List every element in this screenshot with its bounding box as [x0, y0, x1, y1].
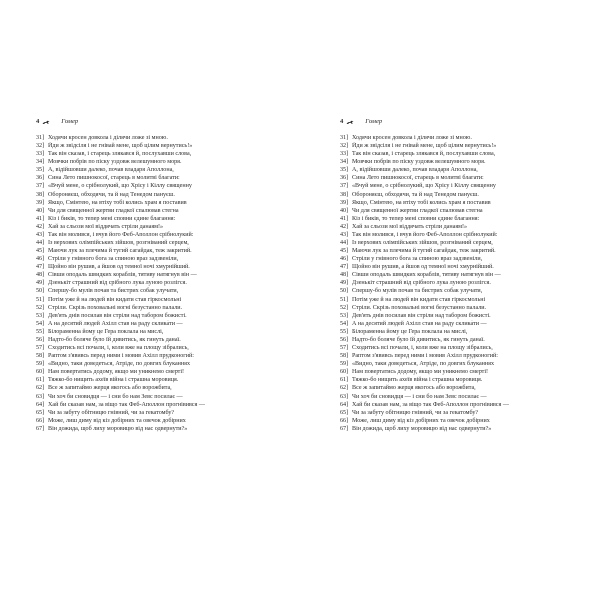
verse-line	[36, 417, 264, 425]
line-number: 64]	[340, 401, 349, 408]
line-number: 45]	[36, 248, 45, 255]
line-number: 65]	[36, 409, 45, 416]
line-text: Спершу-бо мулів почав та бистрих собак улучати,	[48, 288, 179, 295]
line-text: Сина Лето пишнокосої, старець в молитві благати:	[352, 175, 484, 182]
verse-line	[340, 360, 568, 368]
verse-line	[36, 287, 264, 295]
line-number: 32]	[340, 143, 349, 150]
line-number: 41]	[340, 215, 349, 222]
line-text: А, відійшовши далеко, почав владаря Аполлона,	[48, 167, 174, 174]
line-number: 34]	[36, 159, 45, 166]
line-number: 67]	[36, 425, 45, 432]
line-text: Надто-бо боляче було їй дивитись, як гинуть данаї.	[352, 336, 485, 343]
line-number: 50]	[36, 288, 45, 295]
verse-line	[340, 174, 568, 182]
verse-line	[340, 376, 568, 384]
line-number: 47]	[36, 264, 45, 271]
verse-line	[36, 239, 264, 247]
verse-line	[340, 409, 568, 417]
verse-line	[340, 223, 568, 231]
verse-line	[340, 150, 568, 158]
line-text: Він дожида, щоб лиху моровицю від нас одвернути?»	[352, 425, 492, 432]
line-number: 51]	[340, 296, 349, 303]
line-text: Хай за сльози мої віддячать стріли данаям!»	[352, 223, 468, 230]
line-text: Чи хоч би сновидця — і сни бо нам Зевс посилає —	[48, 393, 183, 400]
verse-line	[36, 344, 264, 352]
line-number: 37]	[340, 183, 349, 190]
verse-line	[340, 320, 568, 328]
verse-line	[36, 199, 264, 207]
verse-line	[36, 134, 264, 142]
running-head-author: Гомер	[61, 118, 79, 125]
verse-line	[36, 393, 264, 401]
verse-line	[36, 255, 264, 263]
line-number: 57]	[340, 345, 349, 352]
line-number: 49]	[340, 280, 349, 287]
line-text: «Вчуй мене, о срібнолукий, що Хрісу і Кіллу священну	[48, 183, 192, 190]
line-text: Надто-бо боляче було їй дивитись, як гинуть данаї.	[48, 336, 181, 343]
line-text: Якщо, Смінтею, на втіху тобі колись храм я поставив	[48, 199, 187, 206]
line-number: 60]	[340, 369, 349, 376]
line-number: 53]	[340, 312, 349, 319]
line-text: Все ж запитаймо жерця якогось або ворожбита,	[48, 385, 172, 392]
verse-line	[36, 223, 264, 231]
line-text: Він дожида, щоб лиху моровицю від нас одвернути?»	[48, 425, 188, 432]
line-number: 34]	[340, 159, 349, 166]
line-number: 44]	[340, 240, 349, 247]
verse-lines	[36, 134, 264, 433]
verse-line	[36, 182, 264, 190]
line-text: Хай би сказав нам, за віщо так Феб-Аполлон прогнівився —	[352, 401, 509, 408]
line-text: Стріли. Скрізь поховальні вогні безустанно палали.	[352, 304, 487, 311]
line-number: 54]	[36, 320, 45, 327]
line-number: 62]	[36, 385, 45, 392]
line-text: Сівши оподаль швидких кораблів, тятиву натягнув він —	[48, 272, 197, 279]
running-head	[340, 118, 568, 126]
verse-line	[36, 328, 264, 336]
line-number: 48]	[340, 272, 349, 279]
line-text: Сходитись всі почали, і, коли вже на площу зібрались,	[48, 345, 189, 352]
line-text: Може, лиш диму від кіз добірних та овечок добірних	[48, 417, 186, 424]
line-number: 44]	[36, 240, 45, 247]
line-number: 56]	[340, 336, 349, 343]
line-text: Із верхових олімпійських зійшов, розгніваний серцем,	[48, 240, 189, 247]
line-number: 61]	[340, 377, 349, 384]
line-text: Раптом з'явивсь перед ними і мовив Ахілл прудконогий:	[352, 353, 499, 360]
line-text: «Видно, таки доведеться, Атріде, по довгих блуканнях	[352, 361, 495, 368]
line-number: 58]	[340, 353, 349, 360]
verse-line	[340, 287, 568, 295]
verse-line	[340, 425, 568, 433]
verse-line	[36, 271, 264, 279]
verse-line	[36, 368, 264, 376]
line-number: 42]	[340, 223, 349, 230]
line-text: Нам повертатись додому, якщо ми уникнемо смерті!	[48, 369, 185, 376]
verse-line	[340, 134, 568, 142]
running-horse-icon	[346, 120, 354, 125]
right-page	[340, 118, 568, 433]
running-horse-icon	[42, 120, 50, 125]
verse-line	[36, 142, 264, 150]
verse-line	[36, 296, 264, 304]
line-text: Стріли у гнівного бога за спиною враз задзвеніли,	[352, 256, 483, 263]
line-number: 43]	[340, 231, 349, 238]
verse-line	[36, 247, 264, 255]
verse-line	[340, 182, 568, 190]
verse-line	[36, 409, 264, 417]
line-number: 59]	[36, 361, 45, 368]
verse-line	[340, 312, 568, 320]
line-number: 31]	[36, 135, 45, 141]
line-number: 35]	[36, 167, 45, 174]
line-text: Кіз і биків, то тепер мені сповни єдине благання:	[352, 215, 480, 222]
verse-line	[36, 215, 264, 223]
line-number: 47]	[340, 264, 349, 271]
line-number: 56]	[36, 336, 45, 343]
verse-line	[36, 312, 264, 320]
line-text: Сходитись всі почали, і, коли вже на площу зібрались,	[352, 345, 493, 352]
line-number: 38]	[36, 191, 45, 198]
line-text: Спершу-бо мулів почав та бистрих собак улучати,	[352, 288, 483, 295]
line-text: Нам повертатись додому, якщо ми уникнемо смерті!	[352, 369, 489, 376]
line-number: 66]	[36, 417, 45, 424]
line-text: Стріли у гнівного бога за спиною враз задзвеніли,	[48, 256, 179, 263]
line-text: Обороняєш, обходячи, та й над Тенедом пануєш.	[352, 191, 479, 198]
line-number: 36]	[36, 175, 45, 182]
line-text: Так він сказав, і старець злякався й, послухавши слова,	[352, 151, 496, 158]
line-text: Стріли. Скрізь поховальні вогні безустанно палали.	[48, 304, 183, 311]
verse-line	[36, 207, 264, 215]
verse-line	[340, 393, 568, 401]
line-number: 61]	[36, 377, 45, 384]
line-text: Ходячи кросен довкола і ділячи ложе зі мною.	[352, 135, 472, 141]
line-text: Білораменна йому це Гера поклала на мислі,	[352, 328, 468, 335]
line-text: Чи для священної жертви гладкої спалював стегна	[48, 207, 179, 214]
line-number: 31]	[340, 135, 349, 141]
verse-line	[340, 199, 568, 207]
line-number: 46]	[36, 256, 45, 263]
line-number: 51]	[36, 296, 45, 303]
line-text: Все ж запитаймо жерця якогось або ворожбита,	[352, 385, 476, 392]
line-number: 33]	[340, 151, 349, 158]
line-number: 62]	[340, 385, 349, 392]
line-text: Чи для священної жертви гладкої спалював стегна	[352, 207, 483, 214]
line-text: Чи за забуту обітницю гнівний, чи за гекатомбу?	[48, 409, 175, 416]
line-text: «Видно, таки доведеться, Атріде, по довгих блуканнях	[48, 361, 191, 368]
line-number: 45]	[340, 248, 349, 255]
line-text: Кіз і биків, то тепер мені сповни єдине благання:	[48, 215, 176, 222]
line-text: Так він молився, і вчув його Феб-Аполлон срібнолукий:	[48, 231, 194, 238]
line-number: 38]	[340, 191, 349, 198]
line-text: Сина Лето пишнокосої, старець в молитві благати:	[48, 175, 180, 182]
line-text: Тяжко-бо нищить ахеїв війна і страшна моровиця.	[48, 377, 179, 384]
verse-line	[340, 207, 568, 215]
verse-line	[36, 336, 264, 344]
verse-line	[340, 166, 568, 174]
line-number: 36]	[340, 175, 349, 182]
line-number: 39]	[36, 199, 45, 206]
line-text: Дев'ять днів посилав він стріли над табором божисті.	[352, 312, 491, 319]
line-number: 58]	[36, 353, 45, 360]
line-number: 67]	[340, 425, 349, 432]
line-text: А на десятий людей Ахілл став на раду склика́ти —	[48, 320, 183, 327]
verse-line	[36, 150, 264, 158]
verse-line	[340, 231, 568, 239]
line-number: 55]	[340, 328, 349, 335]
verse-line	[36, 401, 264, 409]
line-text: Хай би сказав нам, за віщо так Феб-Аполлон прогнівився —	[48, 401, 205, 408]
left-page	[36, 118, 264, 433]
running-head-author: Гомер	[365, 118, 383, 125]
verse-line	[36, 174, 264, 182]
verse-line	[340, 401, 568, 409]
line-number: 64]	[36, 401, 45, 408]
line-number: 41]	[36, 215, 45, 222]
verse-line	[36, 191, 264, 199]
line-number: 37]	[36, 183, 45, 190]
line-number: 46]	[340, 256, 349, 263]
line-number: 55]	[36, 328, 45, 335]
verse-line	[36, 263, 264, 271]
line-text: Так він сказав, і старець злякався й, послухавши слова,	[48, 151, 192, 158]
verse-line	[36, 158, 264, 166]
line-text: Тяжко-бо нищить ахеїв війна і страшна моровиця.	[352, 377, 483, 384]
verse-line	[340, 296, 568, 304]
verse-line	[36, 231, 264, 239]
line-number: 53]	[36, 312, 45, 319]
line-text: Якщо, Смінтею, на втіху тобі колись храм я поставив	[352, 199, 491, 206]
line-number: 52]	[340, 304, 349, 311]
verse-line	[340, 328, 568, 336]
verse-line	[340, 417, 568, 425]
line-text: Раптом з'явивсь перед ними і мовив Ахілл прудконогий:	[48, 353, 195, 360]
line-number: 65]	[340, 409, 349, 416]
line-text: Хай за сльози мої віддячать стріли данаям!»	[48, 223, 164, 230]
line-text: Так він молився, і вчув його Феб-Аполлон срібнолукий:	[352, 231, 498, 238]
verse-line	[340, 368, 568, 376]
line-number: 48]	[36, 272, 45, 279]
verse-line	[36, 352, 264, 360]
verse-line	[340, 344, 568, 352]
line-text: Мовчки побрів по піску уздовж велешумного моря.	[48, 159, 182, 166]
line-number: 40]	[36, 207, 45, 214]
verse-line	[340, 247, 568, 255]
verse-line	[36, 166, 264, 174]
line-text: Чи хоч би сновидця — і сни бо нам Зевс посилає —	[352, 393, 487, 400]
verse-line	[340, 304, 568, 312]
line-text: Потім уже й на людей він кидати став гіркосмольні	[48, 296, 182, 303]
verse-line	[340, 336, 568, 344]
line-text: Маючи лук за плечима й тугий сагайдак, теж закритий.	[48, 248, 192, 255]
verse-line	[340, 263, 568, 271]
verse-line	[36, 320, 264, 328]
line-text: «Вчуй мене, о срібнолукий, що Хрісу і Кіллу священну	[352, 183, 496, 190]
line-text: Може, лиш диму від кіз добірних та овечок добірних	[352, 417, 490, 424]
line-text: Мовчки побрів по піску уздовж велешумного моря.	[352, 159, 486, 166]
line-number: 42]	[36, 223, 45, 230]
line-text: А на десятий людей Ахілл став на раду склика́ти —	[352, 320, 487, 327]
line-text: Дзенькіт страшний від срібного лука луною розлігся.	[352, 280, 491, 287]
line-text: Маючи лук за плечима й тугий сагайдак, теж закритий.	[352, 248, 496, 255]
line-number: 60]	[36, 369, 45, 376]
verse-line	[340, 255, 568, 263]
page-number: 4	[340, 118, 344, 125]
line-number: 33]	[36, 151, 45, 158]
verse-line	[340, 142, 568, 150]
verse-line	[36, 384, 264, 392]
verse-line	[36, 376, 264, 384]
verse-line	[340, 239, 568, 247]
line-number: 57]	[36, 345, 45, 352]
line-number: 49]	[36, 280, 45, 287]
running-head	[36, 118, 264, 126]
verse-line	[36, 425, 264, 433]
verse-line	[36, 279, 264, 287]
line-number: 63]	[36, 393, 45, 400]
line-text: Йди ж звідсіля і не гнівай мене, щоб цілим вернутись!»	[352, 143, 497, 150]
line-number: 32]	[36, 143, 45, 150]
line-number: 35]	[340, 167, 349, 174]
verse-line	[340, 158, 568, 166]
line-number: 59]	[340, 361, 349, 368]
line-number: 63]	[340, 393, 349, 400]
line-text: Щойно він рушив, а йшов од темної ночі хмурнійший.	[48, 264, 190, 271]
line-text: Чи за забуту обітницю гнівний, чи за гекатомбу?	[352, 409, 479, 416]
verse-line	[36, 360, 264, 368]
line-number: 50]	[340, 288, 349, 295]
line-text: Потім уже й на людей він кидати став гіркосмольні	[352, 296, 486, 303]
line-text: А, відійшовши далеко, почав владаря Аполлона,	[352, 167, 478, 174]
verse-line	[340, 271, 568, 279]
verse-line	[340, 215, 568, 223]
verse-line	[36, 304, 264, 312]
verse-lines	[340, 134, 568, 433]
line-text: Ходячи кросен довкола і ділячи ложе зі мною.	[48, 135, 168, 141]
line-number: 43]	[36, 231, 45, 238]
line-number: 39]	[340, 199, 349, 206]
verse-line	[340, 191, 568, 199]
line-text: Білораменна йому це Гера поклала на мислі,	[48, 328, 164, 335]
line-number: 66]	[340, 417, 349, 424]
line-text: Дзенькіт страшний від срібного лука луною розлігся.	[48, 280, 187, 287]
verse-line	[340, 279, 568, 287]
line-text: Йди ж звідсіля і не гнівай мене, щоб цілим вернутись!»	[48, 143, 193, 150]
line-number: 52]	[36, 304, 45, 311]
line-text: Із верхових олімпійських зійшов, розгніваний серцем,	[352, 240, 493, 247]
line-text: Обороняєш, обходячи, та й над Тенедом пануєш.	[48, 191, 175, 198]
line-number: 54]	[340, 320, 349, 327]
line-number: 40]	[340, 207, 349, 214]
verse-line	[340, 384, 568, 392]
page-number: 4	[36, 118, 40, 125]
line-text: Щойно він рушив, а йшов од темної ночі хмурнійший.	[352, 264, 494, 271]
verse-line	[340, 352, 568, 360]
line-text: Дев'ять днів посилав він стріли над табором божисті.	[48, 312, 187, 319]
line-text: Сівши оподаль швидких кораблів, тятиву натягнув він —	[352, 272, 501, 279]
